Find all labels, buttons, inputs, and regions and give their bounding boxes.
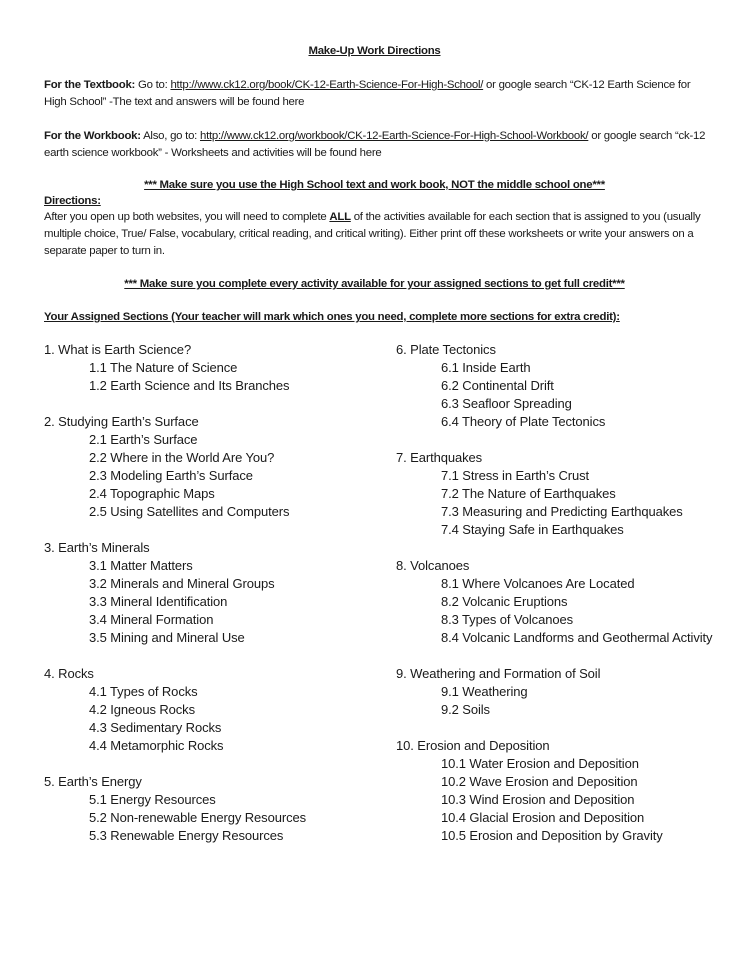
unit-block — [396, 665, 746, 719]
directions-text-after: of the activities available for each section that is assigned to you (usually multiple choice, True/ False, vocabulary, critical reading, and critical writing). Either print off these worksheets or write your answers on a separate paper to turn in. — [44, 211, 701, 257]
section-item: 6.2 Continental Drift — [441, 378, 554, 393]
section-item: 4.4 Metamorphic Rocks — [89, 738, 224, 753]
directions-text-before: After you open up both websites, you will need to complete — [44, 211, 330, 223]
unit-title: 3. Earth’s Minerals — [44, 540, 150, 555]
full-credit-notice-text: *** Make sure you complete every activity available for your assigned sections to get full credit*** — [124, 278, 625, 290]
section-item: 10.5 Erosion and Deposition by Gravity — [441, 828, 663, 843]
unit-title: 6. Plate Tectonics — [396, 342, 496, 357]
workbook-paragraph — [44, 128, 709, 162]
unit-block — [44, 665, 384, 755]
section-item: 8.4 Volcanic Landforms and Geothermal Activity — [441, 630, 713, 645]
unit-title: 8. Volcanoes — [396, 558, 470, 573]
section-item: 3.5 Mining and Mineral Use — [89, 630, 245, 645]
section-item: 3.1 Matter Matters — [89, 558, 193, 573]
section-item: 2.4 Topographic Maps — [89, 486, 215, 501]
units-column-left — [44, 341, 384, 863]
unit-title: 2. Studying Earth’s Surface — [44, 414, 199, 429]
unit-title: 4. Rocks — [44, 666, 94, 681]
textbook-label: For the Textbook: — [44, 79, 136, 91]
section-item: 4.3 Sedimentary Rocks — [89, 720, 222, 735]
assigned-sections-heading: Your Assigned Sections (Your teacher will mark which ones you need, complete more sections for extra credit): — [44, 311, 620, 323]
section-item: 7.4 Staying Safe in Earthquakes — [441, 522, 624, 537]
textbook-paragraph — [44, 77, 709, 111]
textbook-prefix: Go to: — [135, 79, 171, 91]
section-item: 10.1 Water Erosion and Deposition — [441, 756, 639, 771]
full-credit-notice — [0, 276, 749, 293]
directions-paragraph — [44, 209, 709, 260]
section-item: 2.1 Earth’s Surface — [89, 432, 198, 447]
section-item: 4.1 Types of Rocks — [89, 684, 198, 699]
section-item: 10.3 Wind Erosion and Deposition — [441, 792, 635, 807]
unit-block — [396, 341, 746, 431]
unit-block — [44, 539, 384, 647]
workbook-prefix: Also, go to: — [140, 130, 200, 142]
section-item: 2.5 Using Satellites and Computers — [89, 504, 290, 519]
section-item: 9.1 Weathering — [441, 684, 528, 699]
unit-block — [396, 737, 746, 845]
section-item: 7.1 Stress in Earth’s Crust — [441, 468, 590, 483]
section-item: 10.4 Glacial Erosion and Deposition — [441, 810, 645, 825]
unit-block — [396, 557, 746, 647]
section-item: 3.3 Mineral Identification — [89, 594, 228, 609]
section-item: 5.1 Energy Resources — [89, 792, 216, 807]
section-item: 8.1 Where Volcanoes Are Located — [441, 576, 635, 591]
unit-block — [44, 413, 384, 521]
section-item: 2.3 Modeling Earth’s Surface — [89, 468, 253, 483]
directions-heading: Directions: — [44, 195, 101, 207]
section-item: 1.1 The Nature of Science — [89, 360, 238, 375]
page-title: Make-Up Work Directions — [308, 45, 441, 57]
section-item: 3.2 Minerals and Mineral Groups — [89, 576, 275, 591]
unit-title: 5. Earth’s Energy — [44, 774, 142, 789]
section-item: 4.2 Igneous Rocks — [89, 702, 195, 717]
unit-block — [44, 341, 384, 395]
unit-title: 1. What is Earth Science? — [44, 342, 192, 357]
section-item: 7.3 Measuring and Predicting Earthquakes — [441, 504, 683, 519]
section-item: 7.2 The Nature of Earthquakes — [441, 486, 616, 501]
section-item: 5.3 Renewable Energy Resources — [89, 828, 284, 843]
unit-title: 9. Weathering and Formation of Soil — [396, 666, 601, 681]
section-item: 10.2 Wave Erosion and Deposition — [441, 774, 638, 789]
section-item: 1.2 Earth Science and Its Branches — [89, 378, 290, 393]
section-item: 9.2 Soils — [441, 702, 490, 717]
section-item: 6.1 Inside Earth — [441, 360, 531, 375]
workbook-label: For the Workbook: — [44, 130, 141, 142]
unit-block — [44, 773, 384, 845]
high-school-notice — [0, 177, 749, 194]
section-item: 6.4 Theory of Plate Tectonics — [441, 414, 606, 429]
section-item: 8.3 Types of Volcanoes — [441, 612, 573, 627]
section-item: 6.3 Seafloor Spreading — [441, 396, 572, 411]
textbook-link[interactable]: http://www.ck12.org/book/CK-12-Earth-Science-For-High-School/ — [170, 79, 484, 91]
unit-title: 10. Erosion and Deposition — [396, 738, 550, 753]
units-column-right — [396, 341, 746, 863]
high-school-notice-text: *** Make sure you use the High School text and work book, NOT the middle school one*** — [144, 179, 605, 191]
section-item: 8.2 Volcanic Eruptions — [441, 594, 568, 609]
textbook-suffix: or google search “CK-12 Earth Science for High School” -The text and answers will be found here — [44, 79, 691, 108]
section-item: 2.2 Where in the World Are You? — [89, 450, 275, 465]
workbook-link[interactable]: http://www.ck12.org/workbook/CK-12-Earth-Science-For-High-School-Workbook/ — [199, 130, 589, 142]
section-item: 5.2 Non-renewable Energy Resources — [89, 810, 306, 825]
workbook-suffix: or google search “ck-12 earth science workbook” - Worksheets and activities will be found here — [44, 130, 706, 159]
unit-block — [396, 449, 746, 539]
unit-title: 7. Earthquakes — [396, 450, 483, 465]
directions-emphasis: ALL — [329, 211, 351, 223]
section-item: 3.4 Mineral Formation — [89, 612, 214, 627]
